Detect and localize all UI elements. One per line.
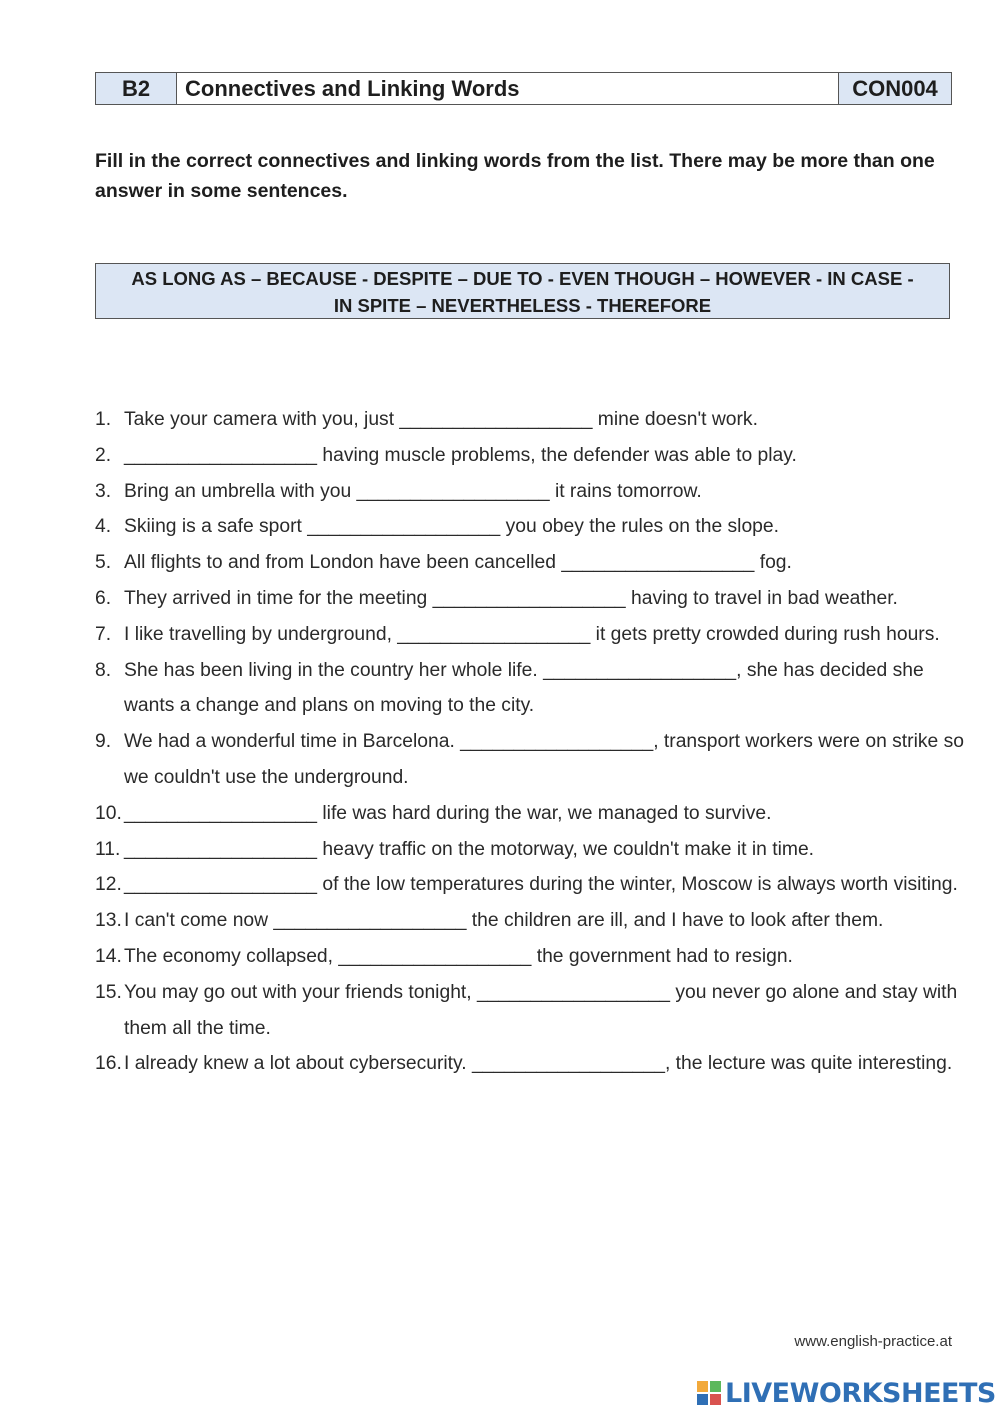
website-url[interactable]: www.english-practice.at	[794, 1333, 952, 1350]
exercise-number: 1.	[95, 409, 112, 430]
level-cell: B2	[96, 73, 177, 105]
exercise-sentence[interactable]: She has been living in the country her whole life. __________________, she has decided she wants a change and plans on moving to the city.	[124, 659, 924, 717]
exercise-sentence[interactable]: __________________ heavy traffic on the motorway, we couldn't make it in time.	[124, 838, 815, 860]
exercise-number: 4.	[95, 516, 112, 538]
exercise-item	[95, 975, 975, 1047]
exercise-item	[95, 1046, 975, 1082]
exercise-item	[95, 402, 975, 438]
exercise-sentence[interactable]: You may go out with your friends tonight, __________________ you never go alone and stay with them all the time.	[124, 981, 958, 1039]
word-list-box	[95, 263, 950, 319]
exercise-item	[95, 617, 975, 653]
exercise-sentence[interactable]: __________________ having muscle problems, the defender was able to play.	[124, 444, 797, 466]
exercise-item	[95, 438, 975, 474]
exercise-item	[95, 474, 975, 510]
exercise-item	[95, 903, 975, 939]
exercise-item	[95, 832, 975, 868]
exercise-number: 3.	[95, 480, 112, 502]
exercise-number: 7.	[95, 623, 112, 645]
liveworksheets-logo[interactable]	[697, 1377, 996, 1409]
exercise-sentence[interactable]: Bring an umbrella with you __________________ it rains tomorrow.	[124, 480, 702, 502]
logo-text: LIVEWORKSHEETS	[725, 1377, 996, 1409]
exercise-item	[95, 939, 975, 975]
exercise-number: 8.	[95, 659, 112, 681]
exercise-number: 16.	[95, 1053, 122, 1075]
exercise-number: 6.	[95, 587, 112, 609]
exercise-sentence[interactable]: I like travelling by underground, __________________ it gets pretty crowded during rush hours.	[124, 623, 940, 645]
exercise-sentence[interactable]: Skiing is a safe sport __________________ you obey the rules on the slope.	[124, 516, 779, 538]
exercise-sentence[interactable]: We had a wonderful time in Barcelona. __________________, transport workers were on strike so we couldn't use the underground.	[124, 731, 964, 788]
exercise-number: 12.	[95, 874, 122, 896]
header-table	[95, 72, 952, 105]
word-list-line-1: AS LONG AS – BECAUSE - DESPITE – DUE TO - EVEN THOUGH – HOWEVER - IN CASE -	[131, 268, 914, 289]
exercise-sentence[interactable]: I already knew a lot about cybersecurity. __________________, the lecture was quite interesting.	[124, 1053, 953, 1075]
instructions: Fill in the correct connectives and linking words from the list. There may be more than one answer in some sentences.	[95, 150, 935, 202]
exercise-item	[95, 509, 975, 545]
exercise-number: 9.	[95, 731, 112, 753]
exercise-sentence[interactable]: Take your camera with you, just __________________ mine doesn't work.	[124, 409, 758, 430]
exercise-item	[95, 545, 975, 581]
exercise-sentence[interactable]: They arrived in time for the meeting __________________ having to travel in bad weather.	[124, 587, 898, 609]
exercise-sentence[interactable]: The economy collapsed, __________________ the government had to resign.	[124, 945, 793, 967]
exercise-sentence[interactable]: __________________ life was hard during the war, we managed to survive.	[124, 802, 772, 824]
worksheet-title: Connectives and Linking Words	[177, 73, 839, 105]
exercise-number: 10.	[95, 802, 122, 824]
exercise-sentence[interactable]: I can't come now __________________ the children are ill, and I have to look after them.	[124, 910, 884, 932]
exercise-sentence[interactable]: __________________ of the low temperatures during the winter, Moscow is always worth visiting.	[124, 874, 958, 896]
exercise-item	[95, 724, 975, 796]
liveworksheets-logo-icon	[697, 1381, 721, 1405]
exercise-number: 15.	[95, 981, 122, 1003]
exercise-item	[95, 796, 975, 832]
exercise-number: 5.	[95, 552, 112, 574]
exercise-list	[95, 402, 975, 1082]
exercise-number: 13.	[95, 910, 122, 932]
exercise-number: 11.	[95, 838, 121, 860]
worksheet-code: CON004	[839, 73, 952, 105]
exercise-item	[95, 653, 975, 725]
exercise-number: 14.	[95, 945, 122, 967]
exercise-sentence[interactable]: All flights to and from London have been cancelled __________________ fog.	[124, 552, 792, 574]
exercise-number: 2.	[95, 444, 112, 466]
word-list-line-2: IN SPITE – NEVERTHELESS - THEREFORE	[333, 295, 712, 316]
exercise-item	[95, 867, 975, 903]
exercise-item	[95, 581, 975, 617]
